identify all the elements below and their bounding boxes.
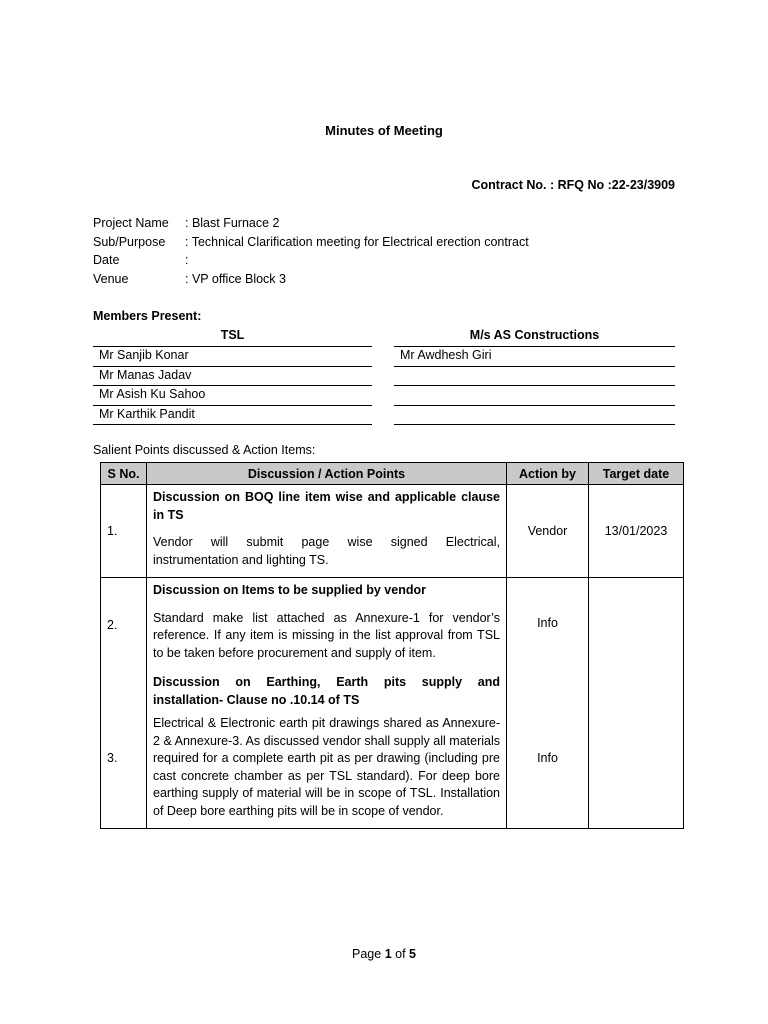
table-row [101, 485, 684, 578]
discussion-heading: Discussion on BOQ line item wise and applicable clause in TS [153, 490, 500, 522]
project-label: Date [93, 253, 120, 268]
row-action-by-2: Info [537, 616, 558, 630]
project-label: Sub/Purpose [93, 234, 166, 249]
discussion-text: Electrical & Electronic earth pit drawings shared as Annexure-2 & Annexure-3. As discussed vendor shall supply all materials required for a complete earth pit as per drawing (including pre cast concrete chamber as per TSL standard). For deep bore earthing supply of material will be in scope of TSL. Installation of Deep bore earthing pits will be in scope of vendor. [153, 716, 500, 818]
header-target-date: Target date [589, 463, 684, 485]
footer-current-page: 1 [384, 947, 392, 961]
member-name [394, 367, 675, 387]
row-discussion [147, 485, 507, 578]
table-row [101, 578, 684, 829]
header-sno: S No. [101, 463, 147, 485]
document-title: Minutes of Meeting [325, 123, 443, 138]
members-tsl [93, 327, 372, 425]
member-name [394, 406, 675, 426]
project-label: Venue [93, 272, 129, 287]
project-row [93, 270, 529, 289]
row-action-by: Vendor [507, 485, 589, 578]
members-as-header: M/s AS Constructions [394, 327, 675, 347]
action-items-table [100, 462, 684, 829]
discussion-text: Vendor will submit page wise signed Electrical, instrumentation and lighting TS. [153, 535, 500, 567]
project-row [93, 214, 529, 233]
members-tsl-header: TSL [93, 327, 372, 347]
member-name: Mr Manas Jadav [93, 367, 372, 387]
footer-total-pages: 5 [409, 947, 416, 961]
members-heading: Members Present: [93, 309, 202, 323]
row-action-by [507, 578, 589, 829]
footer-prefix: Page [352, 947, 385, 961]
table-header-row [101, 463, 684, 485]
project-label: Project Name [93, 216, 169, 230]
discussion-text: Standard make list attached as Annexure-1 for vendor’s reference. If any item is missing in the list approval from TSL to be taken before procurement and supply of item. [153, 610, 500, 660]
project-row [93, 251, 529, 270]
row-sno-3: 3. [107, 751, 118, 765]
row-target-date: 13/01/2023 [589, 485, 684, 578]
row-action-by-3: Info [537, 751, 558, 765]
row-target-date [589, 578, 684, 829]
member-name: Mr Sanjib Konar [93, 347, 372, 367]
contract-number: Contract No. : RFQ No :22-23/3909 [471, 178, 675, 192]
row-sno: 1. [101, 485, 147, 578]
project-details [93, 214, 529, 289]
member-name: Mr Karthik Pandit [93, 406, 372, 426]
project-value: : Blast Furnace 2 [185, 216, 280, 230]
header-action-by: Action by [507, 463, 589, 485]
row-sno-2: 2. [107, 618, 118, 632]
discussion-heading: Discussion on Earthing, Earth pits supply and installation- Clause no .10.14 of TS [153, 675, 500, 707]
row-discussion [147, 578, 507, 829]
members-as [394, 327, 675, 425]
project-value: : [185, 253, 189, 268]
discussion-heading: Discussion on Items to be supplied by vendor [153, 583, 426, 597]
header-discussion: Discussion / Action Points [147, 463, 507, 485]
row-sno [101, 578, 147, 829]
member-name [394, 386, 675, 406]
project-value: : VP office Block 3 [185, 272, 286, 287]
footer-separator: of [391, 947, 410, 961]
project-value: : Technical Clarification meeting for Electrical erection contract [185, 234, 529, 249]
page-footer [0, 947, 768, 961]
salient-heading: Salient Points discussed & Action Items: [93, 443, 316, 457]
member-name: Mr Asish Ku Sahoo [93, 386, 372, 406]
project-row [93, 233, 529, 252]
member-name: Mr Awdhesh Giri [394, 347, 675, 367]
